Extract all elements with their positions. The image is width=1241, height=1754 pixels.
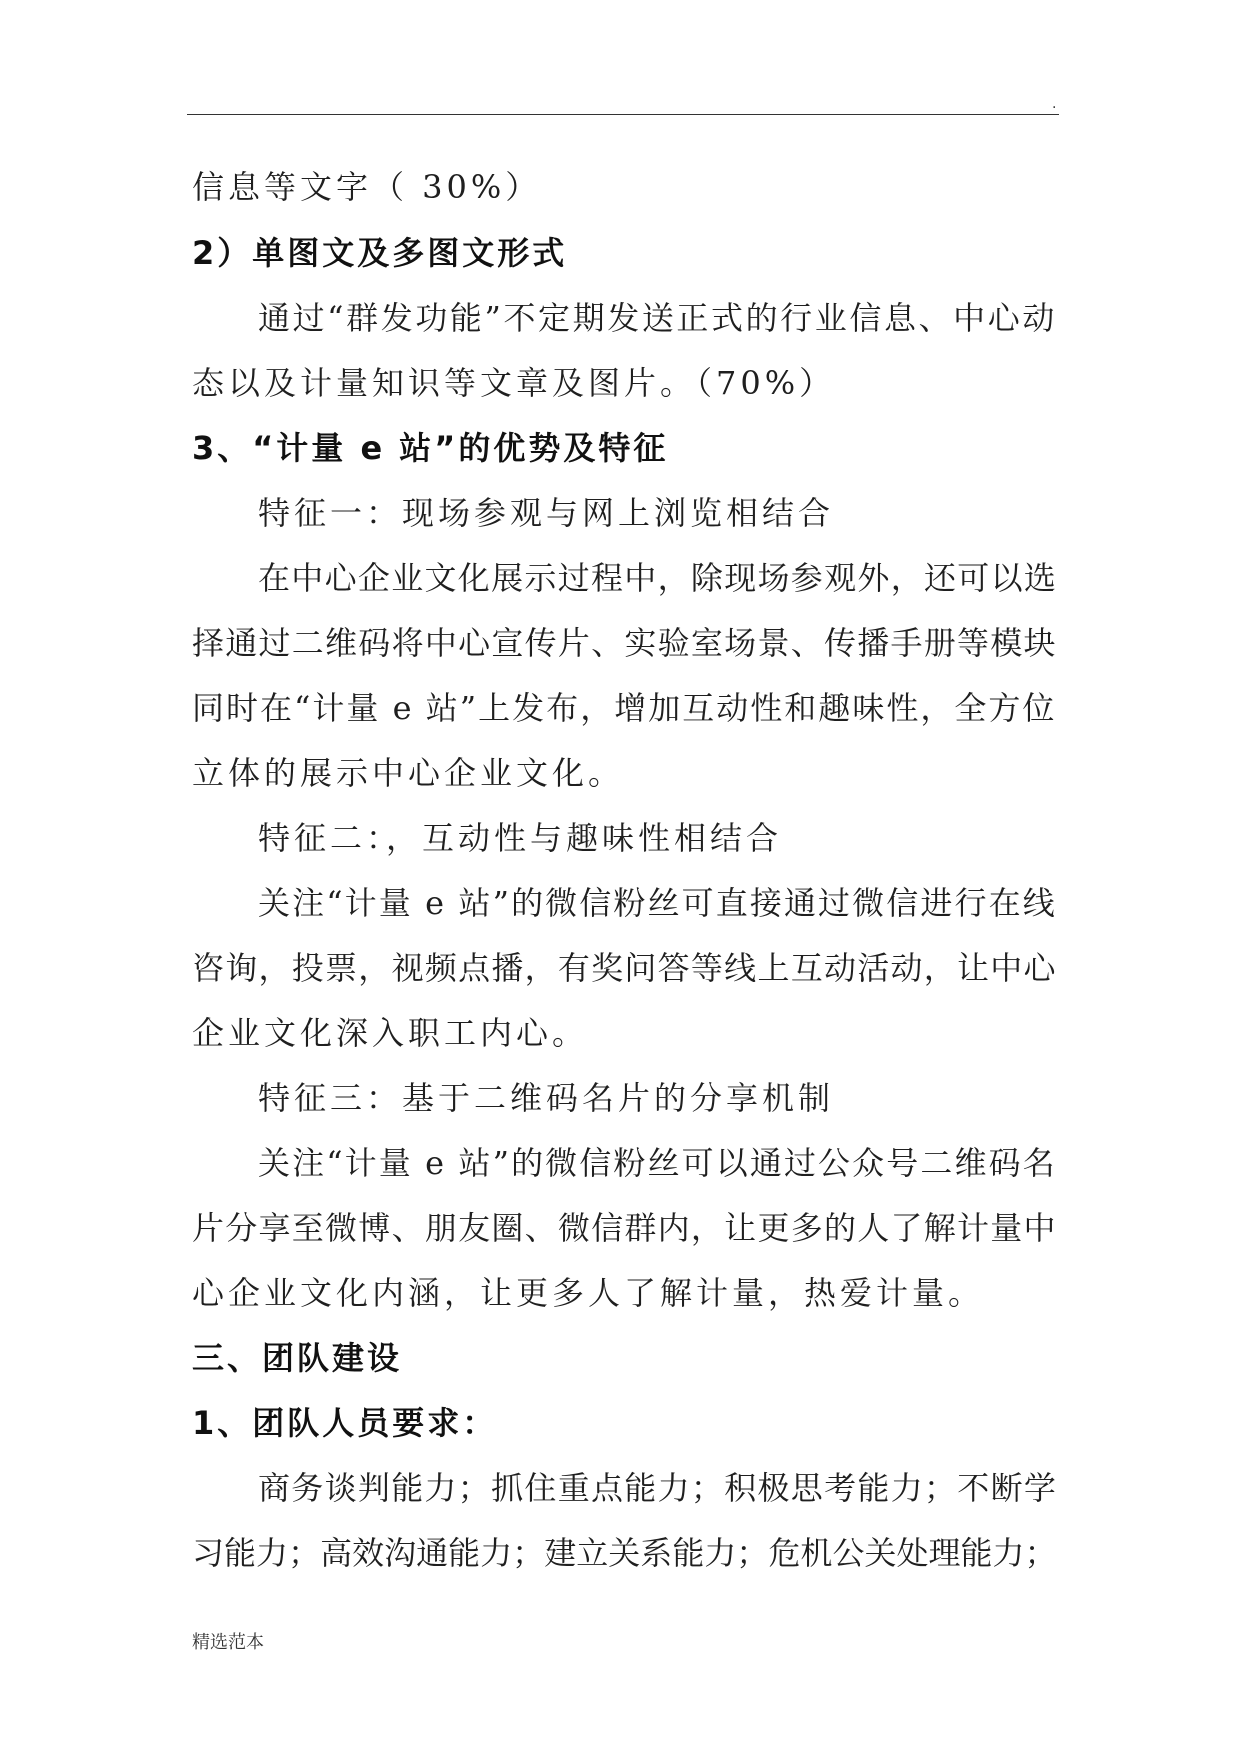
body-line: 习能力；高效沟通能力；建立关系能力；危机公关处理能力； [192,1534,1057,1572]
body-line: 同时在“计量 e 站”上发布，增加互动性和趣味性，全方位 [192,689,1057,727]
body-line: 关注“计量 e 站”的微信粉丝可直接通过微信进行在线 [258,884,1057,922]
body-line: 关注“计量 e 站”的微信粉丝可以通过公众号二维码名 [258,1144,1057,1182]
header-rule [187,114,1059,115]
body-line: 通过“群发功能”不定期发送正式的行业信息、中心动 [258,299,1057,337]
feature-title: 特征三：基于二维码名片的分享机制 [258,1079,835,1117]
body-line: 心企业文化内涵，让更多人了解计量，热爱计量。 [192,1274,985,1312]
body-line: 咨询，投票，视频点播，有奖问答等线上互动活动，让中心 [192,949,1057,987]
body-line: 态以及计量知识等文章及图片。（70%） [192,364,836,402]
body-line: 立体的展示中心企业文化。 [192,754,625,792]
body-line: 商务谈判能力；抓住重点能力；积极思考能力；不断学 [258,1469,1058,1507]
feature-title: 特征二：，互动性与趣味性相结合 [258,819,783,857]
footer-text: 精选范本 [192,1632,264,1653]
subheading: 2）单图文及多图文形式 [192,234,568,272]
subheading: 3、“计量 e 站”的优势及特征 [192,429,669,467]
body-line: 在中心企业文化展示过程中，除现场参观外，还可以选 [258,559,1058,597]
section-heading: 三、团队建设 [192,1339,403,1377]
header-mark: . [1052,96,1057,112]
subheading: 1、团队人员要求： [192,1404,498,1442]
body-line: 信息等文字（ 30%） [192,168,542,206]
feature-title: 特征一：现场参观与网上浏览相结合 [258,494,835,532]
body-line: 企业文化深入职工内心。 [192,1014,589,1052]
body-line: 片分享至微博、朋友圈、微信群内，让更多的人了解计量中 [192,1209,1057,1247]
body-line: 择通过二维码将中心宣传片、实验室场景、传播手册等模块 [192,624,1057,662]
